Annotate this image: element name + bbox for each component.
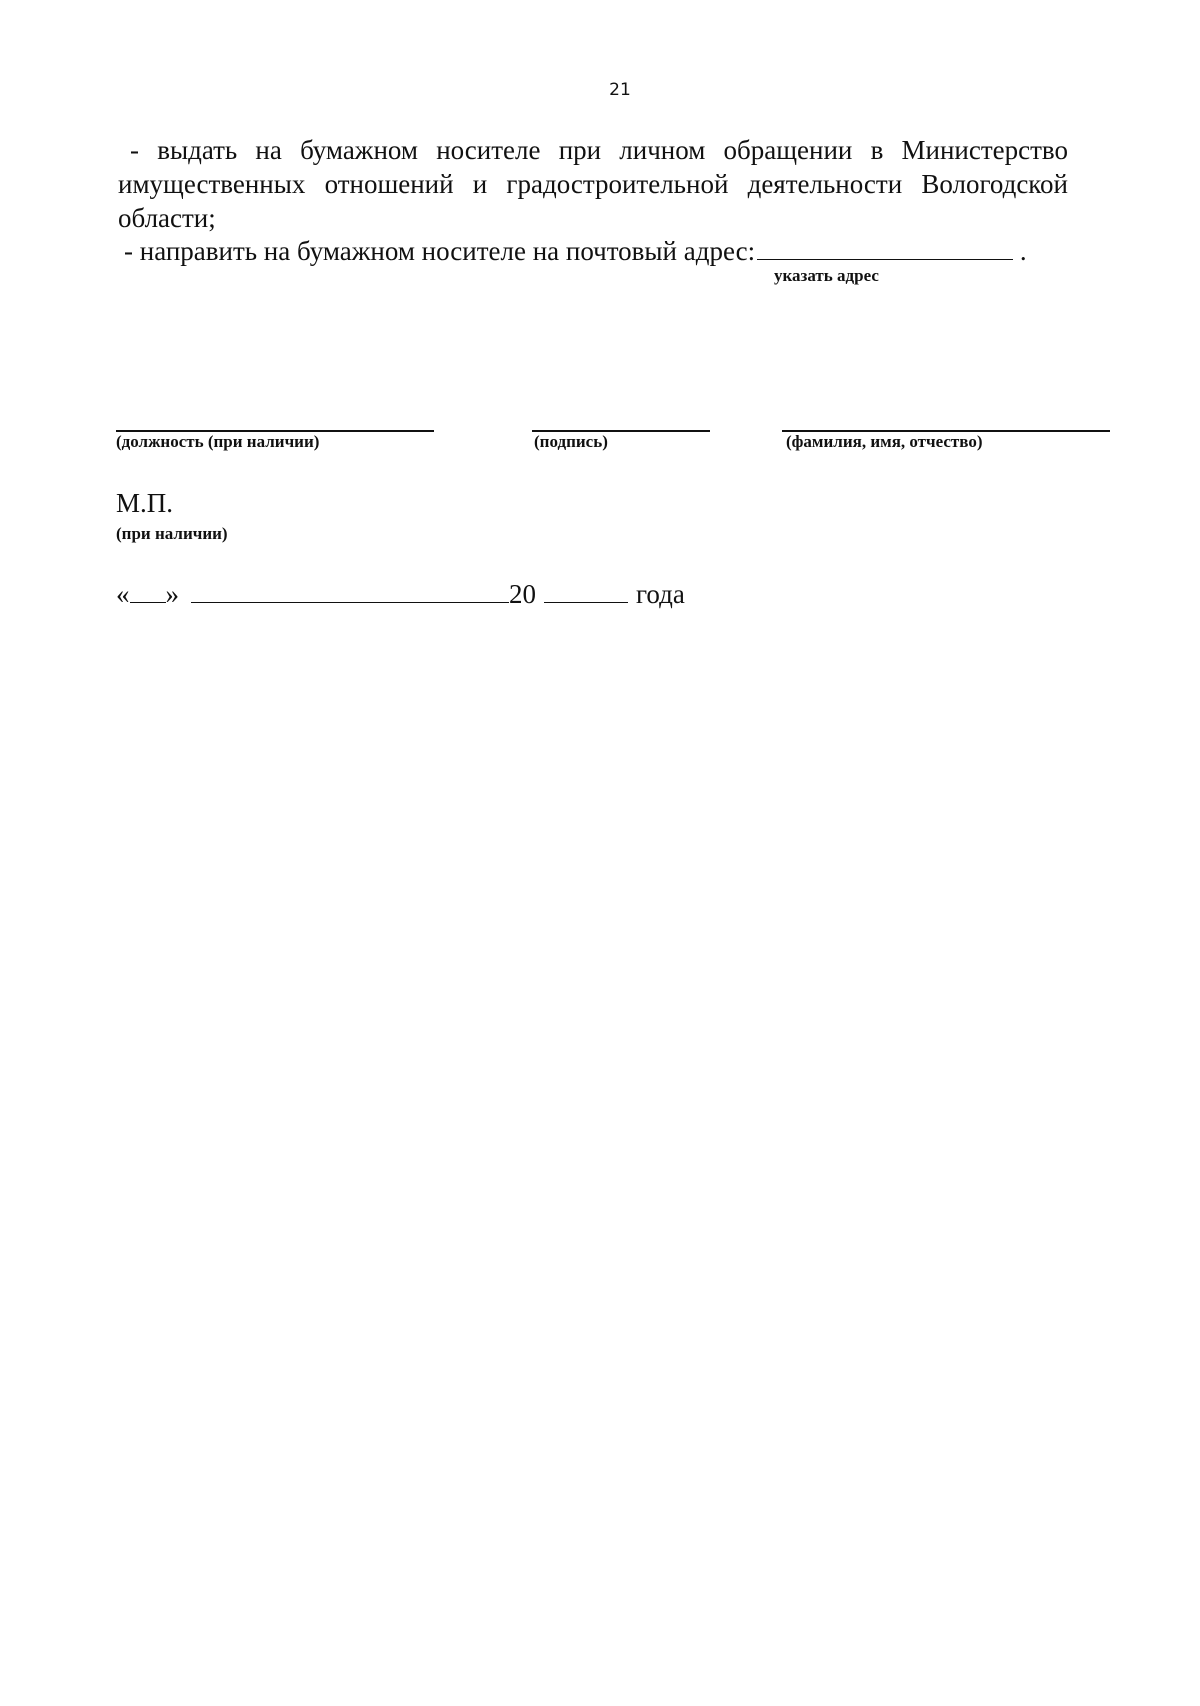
- stamp-note: (при наличии): [116, 524, 228, 543]
- option-send-by-mail: [124, 234, 1074, 268]
- page-number: 21: [609, 80, 631, 100]
- month-blank-line[interactable]: [191, 578, 509, 603]
- option-send-by-mail-text: - направить на бумажном носителе на почтовый адрес:: [124, 236, 756, 266]
- date-close-quote: »: [165, 579, 179, 609]
- address-hint: указать адрес: [774, 266, 879, 285]
- day-blank-line[interactable]: [130, 578, 166, 603]
- signature-caption: (подпись): [534, 432, 608, 451]
- full-name-caption: (фамилия, имя, отчество): [786, 432, 983, 451]
- date-row: [116, 578, 685, 610]
- date-open-quote: «: [116, 579, 130, 609]
- address-end-period: .: [1019, 236, 1027, 266]
- year-blank-line[interactable]: [544, 578, 628, 603]
- option-issue-in-person: - выдать на бумажном носителе при личном обращении в Министерство имущественных отношений и градостроительной деятельности Вологодской области;: [118, 135, 1068, 233]
- date-year-word: года: [636, 579, 685, 609]
- address-blank-line[interactable]: [757, 237, 1013, 260]
- stamp-label: М.П.: [116, 488, 174, 518]
- position-caption: (должность (при наличии): [116, 432, 320, 451]
- date-century: 20: [509, 579, 536, 609]
